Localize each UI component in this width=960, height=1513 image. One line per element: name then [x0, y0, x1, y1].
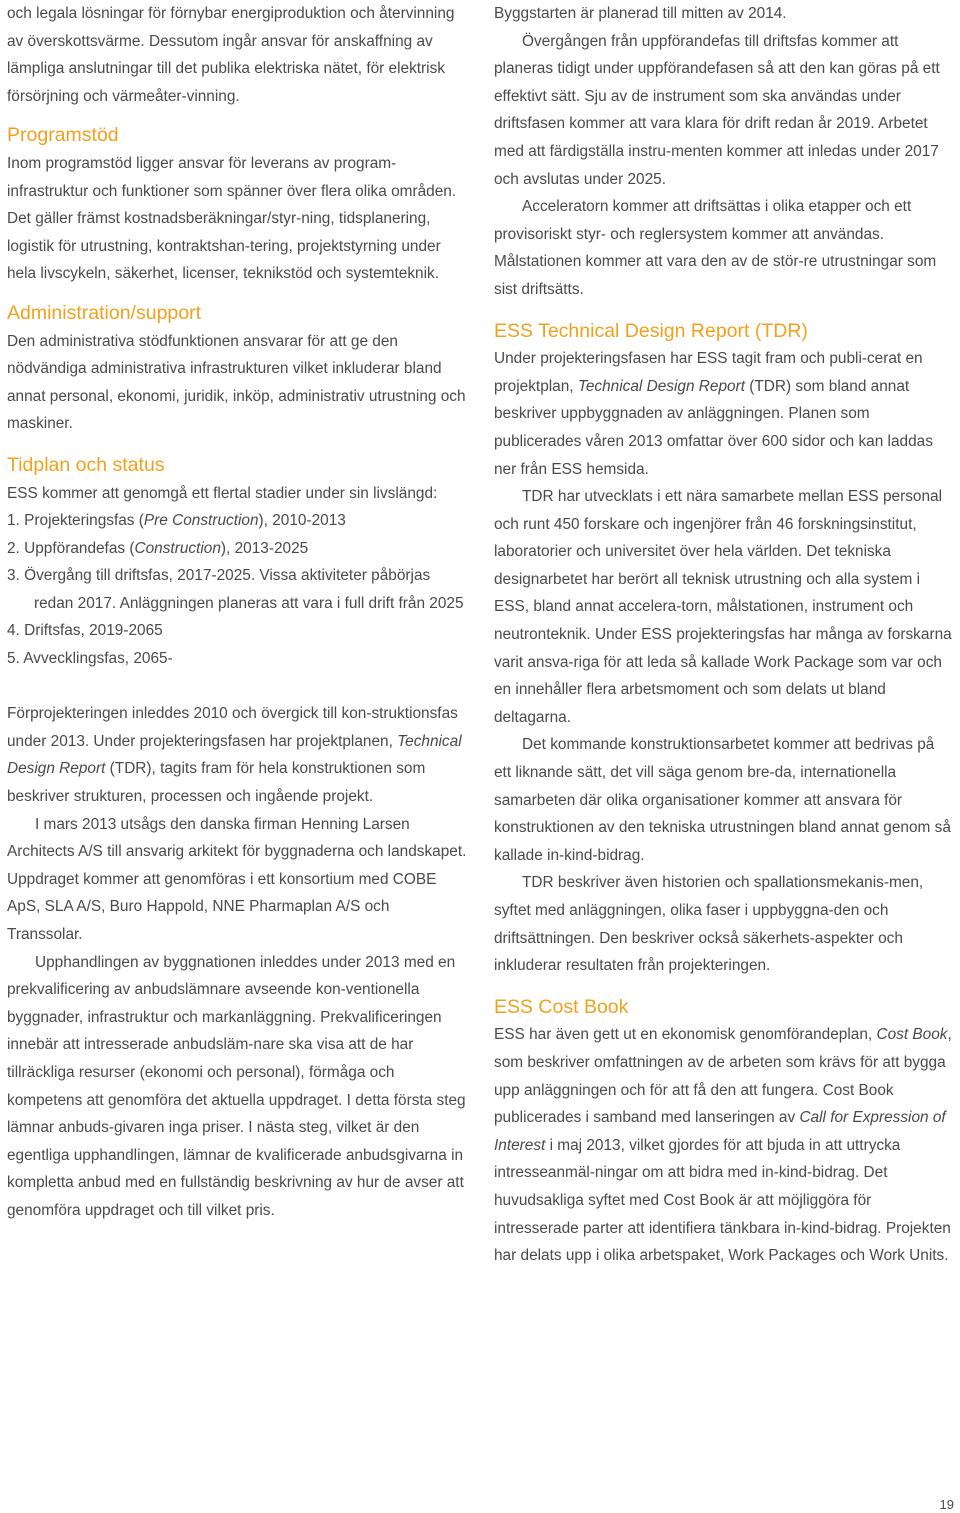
tidplan-lead: ESS kommer att genomgå ett flertal stadier under sin livslängd: [7, 484, 438, 502]
heading-cost-book: ESS Cost Book [494, 995, 629, 1018]
tdr-paragraph-4: TDR beskriver även historien och spallationsmekanis-men, syftet med anläggningen, olika faser i uppbyggna-den och driftsättningen. Den beskriver också säkerhets-aspekter och inkluderar resultaten från projekteringen. [494, 874, 924, 975]
phase-item: 3. Övergång till driftsfas, 2017-2025. Vissa aktiviteter påbörjas redan 2017. Anläggningen planeras att vara i full drift från 2025 [7, 567, 464, 612]
phase-item: 5. Avvecklingsfas, 2065- [7, 650, 173, 668]
intro-paragraph: och legala lösningar för förnybar energiproduktion och återvinning av överskottsvärme. Dessutom ingår ansvar för anskaffning av lämpliga anslutningar till det publika elektriska nätet, för elektrisk försörjning och värmeåter-vinning. [7, 5, 455, 105]
heading-programstod: Programstöd [7, 124, 119, 147]
heading-tdr: ESS Technical Design Report (TDR) [494, 319, 808, 342]
right-column [494, 0, 954, 1270]
left-column [7, 0, 467, 1225]
phase-item: 4. Driftsfas, 2019-2065 [7, 622, 163, 640]
upphandling-paragraph: Upphandlingen av byggnationen inleddes under 2013 med en prekvalificering av anbudslämnare avseende kon-ventionella byggnader, infrastruktur och markanläggning. Prekvalificeringen innebär att intresserade anbudsläm-nare ska visa att de har tillräckliga resurser (ekonomi och personal), förmåga och kompetens att genomföra det aktuella uppdraget. I detta första steg lämnar anbuds-givaren inga priser. I nästa steg, vilket är den egentliga upphandlingen, lämnar de kvalificerade anbudsgivarna in kompletta anbud med en fullständig beskrivning av hur de avser att genomföra uppdraget och till vilket pris. [7, 953, 466, 1219]
administration-paragraph: Den administrativa stödfunktionen ansvarar för att ge den nödvändiga administrativa infrastrukturen vilket inkluderar bland annat personal, ekonomi, juridik, inköp, administrativ utrustning och maskiner. [7, 332, 466, 433]
tdr-paragraph-3: Det kommande konstruktionsarbetet kommer att bedrivas på ett liknande sätt, det vill säga genom bre-da, internationella samarbeten där olika organisationer kommer att ansvara för konstruktionen av den tekniska utrustningen bland annat genom så kallade in-kind-bidrag. [494, 736, 951, 864]
phase-item: 2. Uppförandefas (Construction), 2013-2025 [7, 539, 309, 557]
page-number: 19 [939, 1497, 954, 1512]
accelerator-paragraph: Acceleratorn kommer att driftsättas i olika etapper och ett provisoriskt styr- och reglersystem kommer att användas. Målstationen kommer att vara den av de stör-re utrustningar som sist driftsätts. [494, 198, 937, 298]
phase-item: 1. Projekteringsfas (Pre Construction), 2010-2013 [7, 512, 346, 530]
cost-book-paragraph: ESS har även gett ut en ekonomisk genomförandeplan, Cost Book, som beskriver omfattningen av de arbeten som krävs för att bygga upp anläggningen och för att få den att fungera. Cost Book publicerades i samband med lanseringen av Call for Expression of Interest i maj 2013, vilket gjordes för att bjuda in att uttrycka intresseanmäl-ningar om att bidra med in-kind-bidrag. Det huvudsakliga syftet med Cost Book är att möjliggöra för intresserade parter att identifiera tänkbara in-kind-bidrag. Projekten har delats upp i olika arbetspaket, Work Packages och Work Units. [494, 1026, 952, 1265]
overgang-paragraph: Övergången från uppförandefas till driftsfas kommer att planeras tidigt under uppförandefasen så att den kan göras på ett effektivt sätt. Sju av de instrument som ska användas under driftsfasen kommer att vara klara för drift redan år 2019. Arbetet med att färdigställa instru-menten kommer att inledas under 2017 och avslutas under 2025. [494, 32, 940, 188]
phase-list [7, 507, 467, 673]
byggstart-paragraph: Byggstarten är planerad till mitten av 2014. [494, 5, 787, 22]
heading-administration: Administration/support [7, 301, 202, 324]
forprojektering-paragraph: Förprojekteringen inleddes 2010 och övergick till kon-struktionsfas under 2013. Under projekteringsfasen har projektplanen, Technical Design Report (TDR), tagits fram för hela konstruktionen som beskriver strukturen, processen och ingående projekt. [7, 705, 462, 806]
heading-tidplan: Tidplan och status [7, 453, 165, 476]
tdr-paragraph-1: Under projekteringsfasen har ESS tagit fram och publi-cerat en projektplan, Technical Design Report (TDR) som bland annat beskriver uppbyggnaden av anläggningen. Planen som publicerades våren 2013 omfattar över 600 sidor och kan laddas ner från ESS hemsida. [494, 350, 933, 478]
arkitekt-paragraph: I mars 2013 utsågs den danska firman Henning Larsen Architects A/S till ansvarig arkitekt för byggnaderna och landskapet. Uppdraget kommer att genomföras i ett konsortium med COBE ApS, SLA A/S, Buro Happold, NNE Pharmaplan A/S och Transsolar. [7, 815, 467, 943]
programstod-paragraph: Inom programstöd ligger ansvar för leverans av program-infrastruktur och funktioner som spänner över flera olika områden. Det gäller främst kostnadsberäkningar/styr-ning, tidsplanering, logistik för utrustning, kontraktshan-tering, projektstyrning under hela livscykeln, säkerhet, licenser, teknikstöd och systemteknik. [7, 154, 457, 283]
tdr-paragraph-2: TDR har utvecklats i ett nära samarbete mellan ESS personal och runt 450 forskare och ingenjörer från 46 forskningsinstitut, laboratorier och universitet över hela världen. Det tekniska designarbetet har berört all teknisk utrustning och alla system i ESS, bland annat accelera-torn, målstationen, instrument och neutronteknik. Under ESS projekteringsfas har många av forskarna varit ansva-riga för att leda så kallade Work Package som var och en innehåller flera arbetsmoment och som delats ut bland deltagarna. [494, 488, 952, 726]
